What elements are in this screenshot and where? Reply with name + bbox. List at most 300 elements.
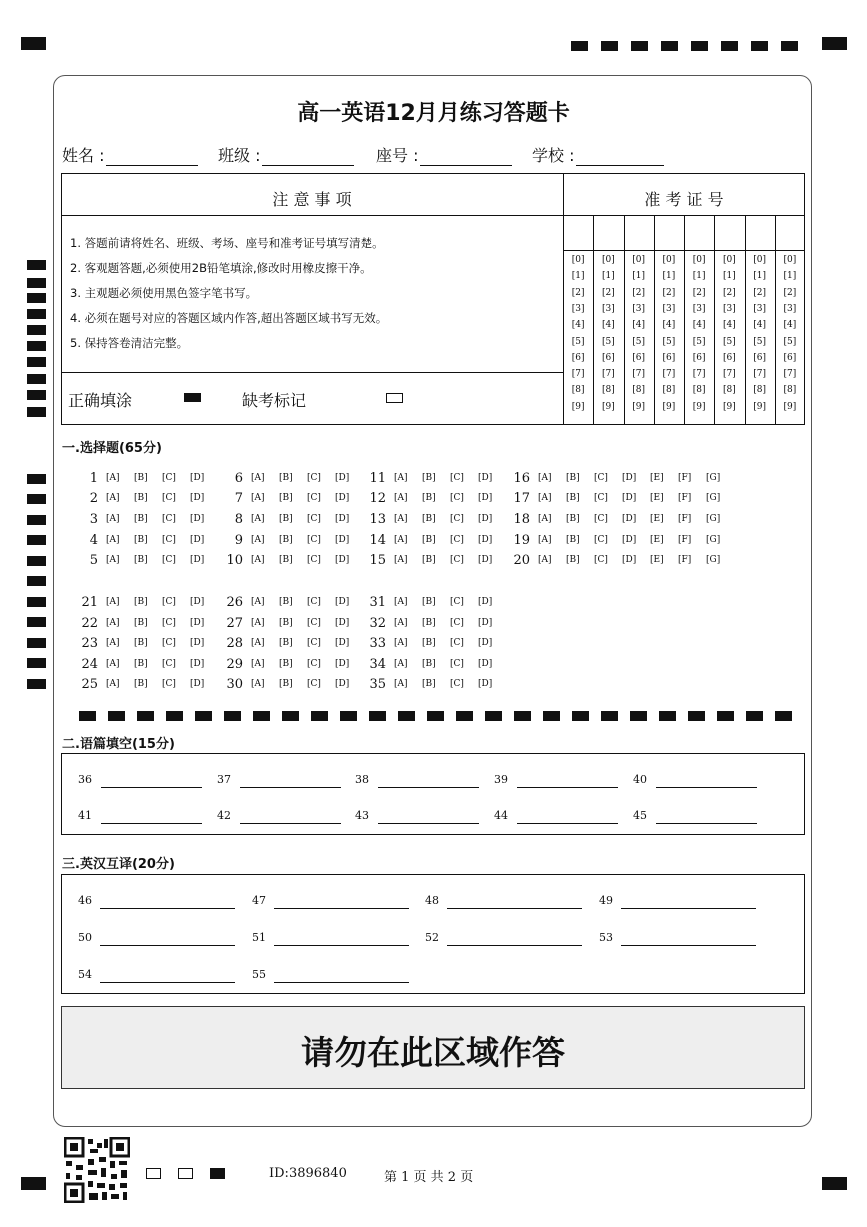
exam-id-bubble[interactable]: [1] — [692, 271, 706, 282]
option-bubble[interactable]: [B] — [279, 638, 293, 648]
option-bubble[interactable]: [C] — [450, 618, 464, 628]
option-bubble[interactable]: [D] — [190, 618, 205, 628]
exam-id-bubble[interactable]: [1] — [602, 271, 615, 282]
exam-id-bubble[interactable]: [6] — [602, 352, 615, 363]
option-bubble[interactable]: [A] — [106, 618, 120, 628]
exam-id-bubble[interactable]: [9] — [571, 401, 585, 412]
option-bubble[interactable]: [A] — [251, 679, 265, 689]
exam-id-bubble[interactable]: [8] — [753, 385, 766, 396]
exam-id-bubble[interactable]: [8] — [783, 385, 797, 396]
class-field[interactable] — [218, 143, 354, 166]
timing-mark — [27, 407, 46, 417]
answer-blank[interactable] — [378, 823, 479, 824]
option-bubble[interactable]: [C] — [307, 679, 321, 689]
option-bubble[interactable]: [A] — [106, 638, 120, 648]
question-options — [106, 659, 218, 669]
answer-blank[interactable] — [100, 982, 235, 983]
timing-mark — [79, 711, 96, 721]
correct-fill-label: 正确填涂 — [68, 391, 133, 410]
exam-id-bubble[interactable]: [4] — [571, 320, 585, 331]
exam-id-bubble[interactable]: [1] — [662, 271, 676, 282]
option-bubble[interactable]: [B] — [566, 473, 580, 483]
exam-id-bubble[interactable]: [9] — [692, 401, 706, 412]
option-bubble[interactable]: [A] — [538, 514, 552, 524]
exam-id-bubble[interactable]: [3] — [692, 303, 706, 314]
option-bubble[interactable]: [C] — [450, 638, 464, 648]
seat-field[interactable] — [376, 143, 512, 166]
option-bubble[interactable]: [A] — [394, 618, 408, 628]
question-options — [106, 473, 218, 483]
option-bubble[interactable]: [C] — [450, 659, 464, 669]
option-bubble[interactable]: [D] — [622, 493, 637, 503]
answer-blank[interactable] — [447, 945, 582, 946]
option-bubble[interactable]: [B] — [134, 597, 148, 607]
exam-id-bubble[interactable]: [5] — [602, 336, 615, 347]
exam-id-bubble[interactable]: [9] — [753, 401, 766, 412]
option-bubble[interactable]: [E] — [650, 535, 664, 545]
option-bubble[interactable]: [B] — [134, 555, 148, 565]
exam-id-bubble[interactable]: [2] — [783, 287, 797, 298]
absent-mark-box[interactable] — [386, 393, 403, 403]
question-options — [106, 514, 218, 524]
option-bubble[interactable]: [B] — [422, 535, 436, 545]
exam-id-bubble[interactable]: [6] — [692, 352, 706, 363]
school-label: 学校 : — [532, 146, 575, 165]
option-bubble[interactable]: [B] — [279, 597, 293, 607]
blank-number: 37 — [217, 773, 231, 786]
option-bubble[interactable]: [D] — [478, 535, 493, 545]
answer-blank[interactable] — [621, 945, 756, 946]
option-bubble[interactable]: [B] — [566, 555, 580, 565]
exam-id-bubble[interactable]: [6] — [571, 352, 585, 363]
option-bubble[interactable]: [D] — [190, 597, 205, 607]
blank-number: 40 — [633, 773, 647, 786]
option-bubble[interactable]: [A] — [106, 535, 120, 545]
answer-blank[interactable] — [378, 787, 479, 788]
question-number: 25 — [81, 677, 98, 692]
blank-number: 44 — [494, 809, 508, 822]
option-bubble[interactable]: [D] — [335, 679, 350, 689]
option-bubble[interactable]: [D] — [335, 638, 350, 648]
option-bubble[interactable]: [D] — [478, 555, 493, 565]
exam-id-bubble[interactable]: [3] — [723, 303, 736, 314]
option-bubble[interactable]: [G] — [706, 493, 721, 503]
class-label: 班级 : — [218, 146, 261, 165]
option-bubble[interactable]: [E] — [650, 473, 664, 483]
exam-id-bubble[interactable]: [9] — [632, 401, 645, 412]
option-bubble[interactable]: [A] — [106, 493, 120, 503]
option-bubble[interactable]: [C] — [307, 514, 321, 524]
exam-id-bubble[interactable]: [5] — [692, 336, 706, 347]
timing-mark — [340, 711, 357, 721]
timing-mark — [717, 711, 734, 721]
option-bubble[interactable]: [B] — [134, 679, 148, 689]
question-number: 1 — [89, 471, 98, 486]
option-bubble[interactable]: [B] — [279, 679, 293, 689]
exam-id-bubble[interactable]: [4] — [662, 320, 676, 331]
option-bubble[interactable]: [D] — [190, 473, 205, 483]
option-bubble[interactable]: [B] — [422, 514, 436, 524]
option-bubble[interactable]: [C] — [450, 493, 464, 503]
question-options — [538, 473, 734, 483]
exam-id-bubble[interactable]: [7] — [602, 369, 615, 380]
option-bubble[interactable]: [B] — [134, 659, 148, 669]
option-bubble[interactable]: [B] — [422, 679, 436, 689]
option-bubble[interactable]: [B] — [422, 638, 436, 648]
option-bubble[interactable]: [B] — [279, 659, 293, 669]
option-bubble[interactable]: [C] — [307, 618, 321, 628]
exam-id-bubble[interactable]: [3] — [571, 303, 585, 314]
question-number: 21 — [81, 595, 98, 610]
exam-id-bubble[interactable]: [2] — [662, 287, 676, 298]
option-bubble[interactable]: [C] — [450, 514, 464, 524]
option-bubble[interactable]: [C] — [162, 618, 176, 628]
option-bubble[interactable]: [D] — [190, 679, 205, 689]
option-bubble[interactable]: [D] — [478, 679, 493, 689]
option-bubble[interactable]: [A] — [251, 659, 265, 669]
exam-id-bubble[interactable]: [0] — [753, 255, 766, 265]
option-bubble[interactable]: [D] — [478, 597, 493, 607]
option-bubble[interactable]: [A] — [251, 597, 265, 607]
option-bubble[interactable]: [B] — [422, 493, 436, 503]
exam-id-bubble[interactable]: [0] — [571, 255, 585, 265]
option-bubble[interactable]: [D] — [190, 493, 205, 503]
exam-id-bubble[interactable]: [0] — [662, 255, 676, 265]
option-bubble[interactable]: [C] — [594, 493, 608, 503]
exam-id-bubble[interactable]: [7] — [632, 369, 645, 380]
option-bubble[interactable]: [D] — [190, 638, 205, 648]
notice-header: 注 意 事 项 — [272, 190, 352, 209]
option-bubble[interactable]: [D] — [335, 493, 350, 503]
exam-id-bubble[interactable]: [0] — [692, 255, 706, 265]
option-bubble[interactable]: [F] — [678, 493, 692, 503]
qr-code-icon — [64, 1137, 130, 1203]
exam-id-bubble[interactable]: [9] — [662, 401, 676, 412]
option-bubble[interactable]: [E] — [650, 493, 664, 503]
option-bubble[interactable]: [B] — [134, 618, 148, 628]
exam-id-bubble[interactable]: [1] — [783, 271, 797, 282]
option-bubble[interactable]: [B] — [134, 638, 148, 648]
exam-id-bubble[interactable]: [5] — [571, 336, 585, 347]
option-bubble[interactable]: [C] — [450, 679, 464, 689]
exam-id-bubble[interactable]: [5] — [662, 336, 676, 347]
option-bubble[interactable]: [C] — [450, 535, 464, 545]
exam-id-bubble[interactable]: [2] — [632, 287, 645, 298]
option-bubble[interactable]: [C] — [307, 638, 321, 648]
option-bubble[interactable]: [A] — [106, 514, 120, 524]
option-bubble[interactable]: [A] — [394, 597, 408, 607]
option-bubble[interactable]: [C] — [594, 514, 608, 524]
timing-mark — [398, 711, 415, 721]
option-bubble[interactable]: [C] — [307, 493, 321, 503]
option-bubble[interactable]: [A] — [106, 555, 120, 565]
option-bubble[interactable]: [B] — [279, 555, 293, 565]
blank-number: 45 — [633, 809, 647, 822]
option-bubble[interactable]: [G] — [706, 473, 721, 483]
answer-blank[interactable] — [101, 787, 202, 788]
option-bubble[interactable]: [E] — [650, 555, 664, 565]
exam-id-bubble[interactable]: [8] — [723, 385, 736, 396]
exam-id-bubble[interactable]: [5] — [783, 336, 797, 347]
exam-id-bubble[interactable]: [7] — [692, 369, 706, 380]
option-bubble[interactable]: [F] — [678, 514, 692, 524]
option-bubble[interactable]: [C] — [162, 597, 176, 607]
exam-id-bubble[interactable]: [4] — [692, 320, 706, 331]
question-number: 19 — [513, 533, 530, 548]
option-bubble[interactable]: [A] — [251, 555, 265, 565]
option-bubble[interactable]: [C] — [307, 597, 321, 607]
exam-id-bubble[interactable]: [1] — [723, 271, 736, 282]
exam-id-bubble[interactable]: [3] — [602, 303, 615, 314]
option-bubble[interactable]: [D] — [478, 618, 493, 628]
exam-id-bubble[interactable]: [8] — [662, 385, 676, 396]
option-bubble[interactable]: [A] — [394, 514, 408, 524]
exam-id-bubble[interactable]: [5] — [753, 336, 766, 347]
question-number: 29 — [226, 657, 243, 672]
option-bubble[interactable]: [D] — [335, 659, 350, 669]
option-bubble[interactable]: [D] — [478, 473, 493, 483]
timing-mark — [543, 711, 560, 721]
option-bubble[interactable]: [A] — [538, 555, 552, 565]
exam-id-bubble[interactable]: [0] — [602, 255, 615, 265]
option-bubble[interactable]: [B] — [279, 514, 293, 524]
answer-blank[interactable] — [656, 823, 757, 824]
option-bubble[interactable]: [D] — [335, 618, 350, 628]
exam-id-bubble[interactable]: [6] — [723, 352, 736, 363]
option-bubble[interactable]: [C] — [307, 659, 321, 669]
option-bubble[interactable]: [C] — [307, 555, 321, 565]
option-bubble[interactable]: [D] — [335, 514, 350, 524]
option-bubble[interactable]: [C] — [450, 473, 464, 483]
answer-blank[interactable] — [274, 982, 409, 983]
option-bubble[interactable]: [D] — [622, 514, 637, 524]
option-bubble[interactable]: [F] — [678, 473, 692, 483]
exam-id-bubble[interactable]: [3] — [753, 303, 766, 314]
exam-id-bubble[interactable]: [6] — [753, 352, 766, 363]
option-bubble[interactable]: [A] — [106, 659, 120, 669]
option-bubble[interactable]: [B] — [134, 493, 148, 503]
option-bubble[interactable]: [D] — [622, 535, 637, 545]
exam-id-bubble[interactable]: [2] — [571, 287, 585, 298]
exam-id-bubble[interactable]: [9] — [783, 401, 797, 412]
exam-id-bubble[interactable]: [5] — [723, 336, 736, 347]
question-number: 23 — [81, 636, 98, 651]
option-bubble[interactable]: [D] — [190, 555, 205, 565]
option-bubble[interactable]: [C] — [594, 473, 608, 483]
name-field[interactable] — [62, 143, 198, 166]
option-bubble[interactable]: [B] — [422, 618, 436, 628]
option-bubble[interactable]: [B] — [134, 514, 148, 524]
blank-number: 46 — [78, 894, 92, 907]
option-bubble[interactable]: [D] — [335, 473, 350, 483]
option-bubble[interactable]: [D] — [478, 493, 493, 503]
option-bubble[interactable]: [C] — [162, 493, 176, 503]
exam-id-bubble[interactable]: [8] — [571, 385, 585, 396]
exam-id-bubble[interactable]: [8] — [632, 385, 645, 396]
answer-blank[interactable] — [656, 787, 757, 788]
answer-blank[interactable] — [274, 945, 409, 946]
option-bubble[interactable]: [B] — [134, 473, 148, 483]
exam-id-bubble[interactable]: [4] — [632, 320, 645, 331]
answer-blank[interactable] — [101, 823, 202, 824]
answer-blank[interactable] — [517, 787, 618, 788]
option-bubble[interactable]: [C] — [162, 514, 176, 524]
question-options — [251, 618, 363, 628]
option-bubble[interactable]: [D] — [190, 535, 205, 545]
option-bubble[interactable]: [A] — [251, 638, 265, 648]
option-bubble[interactable]: [C] — [162, 679, 176, 689]
exam-id-bubble[interactable]: [6] — [662, 352, 676, 363]
option-bubble[interactable]: [A] — [394, 679, 408, 689]
answer-blank[interactable] — [621, 908, 756, 909]
exam-id-bubble[interactable]: [7] — [783, 369, 797, 380]
exam-id-bubble[interactable]: [2] — [723, 287, 736, 298]
option-bubble[interactable]: [B] — [566, 535, 580, 545]
option-bubble[interactable]: [E] — [650, 514, 664, 524]
exam-id-bubble[interactable]: [1] — [753, 271, 766, 282]
answer-blank[interactable] — [240, 823, 341, 824]
exam-id-bubble[interactable]: [6] — [632, 352, 645, 363]
timing-mark — [514, 711, 531, 721]
exam-id-bubble[interactable]: [7] — [662, 369, 676, 380]
exam-id-bubble[interactable]: [7] — [753, 369, 766, 380]
exam-id-bubble[interactable]: [3] — [632, 303, 645, 314]
exam-id-bubble[interactable]: [1] — [571, 271, 585, 282]
option-bubble[interactable]: [C] — [450, 555, 464, 565]
option-bubble[interactable]: [D] — [478, 514, 493, 524]
exam-id-bubble[interactable]: [4] — [783, 320, 797, 331]
answer-blank[interactable] — [447, 908, 582, 909]
answer-blank[interactable] — [100, 945, 235, 946]
timing-mark — [27, 341, 46, 351]
option-bubble[interactable]: [B] — [422, 555, 436, 565]
option-bubble[interactable]: [B] — [566, 514, 580, 524]
question-number: 22 — [81, 616, 98, 631]
exam-id-bubble[interactable]: [4] — [602, 320, 615, 331]
option-bubble[interactable]: [B] — [279, 473, 293, 483]
option-bubble[interactable]: [A] — [251, 618, 265, 628]
option-bubble[interactable]: [F] — [678, 555, 692, 565]
option-bubble[interactable]: [D] — [622, 473, 637, 483]
option-bubble[interactable]: [B] — [422, 597, 436, 607]
option-bubble[interactable]: [D] — [335, 555, 350, 565]
exam-id-bubble[interactable]: [3] — [783, 303, 797, 314]
timing-mark — [27, 535, 46, 545]
timing-mark — [571, 41, 588, 51]
option-bubble[interactable]: [A] — [394, 638, 408, 648]
exam-id-bubble[interactable]: [6] — [783, 352, 797, 363]
option-bubble[interactable]: [B] — [279, 535, 293, 545]
option-bubble[interactable]: [G] — [706, 514, 721, 524]
option-bubble[interactable]: [D] — [335, 597, 350, 607]
option-bubble[interactable]: [G] — [706, 535, 721, 545]
answer-blank[interactable] — [274, 908, 409, 909]
option-bubble[interactable]: [G] — [706, 555, 721, 565]
exam-id-bubble[interactable]: [4] — [753, 320, 766, 331]
option-bubble[interactable]: [B] — [279, 618, 293, 628]
question-options — [106, 618, 218, 628]
question-number: 32 — [369, 616, 386, 631]
option-bubble[interactable]: [D] — [335, 535, 350, 545]
option-bubble[interactable]: [A] — [538, 473, 552, 483]
option-bubble[interactable]: [D] — [622, 555, 637, 565]
option-bubble[interactable]: [A] — [538, 493, 552, 503]
blank-number: 50 — [78, 931, 92, 944]
option-bubble[interactable]: [A] — [106, 679, 120, 689]
option-bubble[interactable]: [B] — [422, 659, 436, 669]
exam-id-bubble[interactable]: [8] — [692, 385, 706, 396]
option-bubble[interactable]: [D] — [478, 659, 493, 669]
exam-id-bubble[interactable]: [2] — [753, 287, 766, 298]
option-bubble[interactable]: [D] — [478, 638, 493, 648]
option-bubble[interactable]: [A] — [251, 473, 265, 483]
option-bubble[interactable]: [D] — [190, 514, 205, 524]
option-bubble[interactable]: [C] — [162, 638, 176, 648]
option-bubble[interactable]: [C] — [162, 555, 176, 565]
option-bubble[interactable]: [A] — [394, 493, 408, 503]
answer-blank[interactable] — [240, 787, 341, 788]
question-options — [251, 555, 363, 565]
option-bubble[interactable]: [A] — [538, 535, 552, 545]
exam-id-bubble[interactable]: [0] — [783, 255, 797, 265]
exam-id-bubble[interactable]: [2] — [692, 287, 706, 298]
exam-id-bubble[interactable]: [5] — [632, 336, 645, 347]
option-bubble[interactable]: [A] — [394, 659, 408, 669]
option-bubble[interactable]: [A] — [394, 473, 408, 483]
option-bubble[interactable]: [D] — [190, 659, 205, 669]
option-bubble[interactable]: [F] — [678, 535, 692, 545]
option-bubble[interactable]: [C] — [162, 473, 176, 483]
option-bubble[interactable]: [C] — [162, 659, 176, 669]
option-bubble[interactable]: [C] — [162, 535, 176, 545]
option-bubble[interactable]: [A] — [394, 555, 408, 565]
exam-id-bubble[interactable]: [0] — [632, 255, 645, 265]
exam-id-bubble[interactable]: [0] — [723, 255, 736, 265]
option-bubble[interactable]: [A] — [251, 514, 265, 524]
exam-id-bubble[interactable]: [7] — [571, 369, 585, 380]
exam-id-bubble[interactable]: [2] — [602, 287, 615, 298]
option-bubble[interactable]: [C] — [450, 597, 464, 607]
option-bubble[interactable]: [C] — [594, 555, 608, 565]
option-bubble[interactable]: [A] — [106, 473, 120, 483]
question-number: 8 — [234, 512, 243, 527]
answer-blank[interactable] — [517, 823, 618, 824]
answer-blank[interactable] — [100, 908, 235, 909]
option-bubble[interactable]: [B] — [566, 493, 580, 503]
exam-id-bubble[interactable]: [8] — [602, 385, 615, 396]
question-options — [394, 493, 506, 503]
exam-id-bubble[interactable]: [7] — [723, 369, 736, 380]
option-bubble[interactable]: [C] — [594, 535, 608, 545]
option-bubble[interactable]: [C] — [307, 535, 321, 545]
option-bubble[interactable]: [A] — [106, 597, 120, 607]
exam-id-bubble[interactable]: [4] — [723, 320, 736, 331]
exam-id-bubble[interactable]: [1] — [632, 271, 645, 282]
option-bubble[interactable]: [C] — [307, 473, 321, 483]
school-field[interactable] — [532, 143, 664, 166]
exam-id-bubble[interactable]: [9] — [602, 401, 615, 412]
exam-id-bubble[interactable]: [3] — [662, 303, 676, 314]
option-bubble[interactable]: [B] — [134, 535, 148, 545]
question-options — [251, 473, 363, 483]
option-bubble[interactable]: [A] — [251, 535, 265, 545]
option-bubble[interactable]: [A] — [251, 493, 265, 503]
option-bubble[interactable]: [B] — [279, 493, 293, 503]
exam-id-bubble[interactable]: [9] — [723, 401, 736, 412]
option-bubble[interactable]: [B] — [422, 473, 436, 483]
question-options — [538, 514, 734, 524]
option-bubble[interactable]: [A] — [394, 535, 408, 545]
